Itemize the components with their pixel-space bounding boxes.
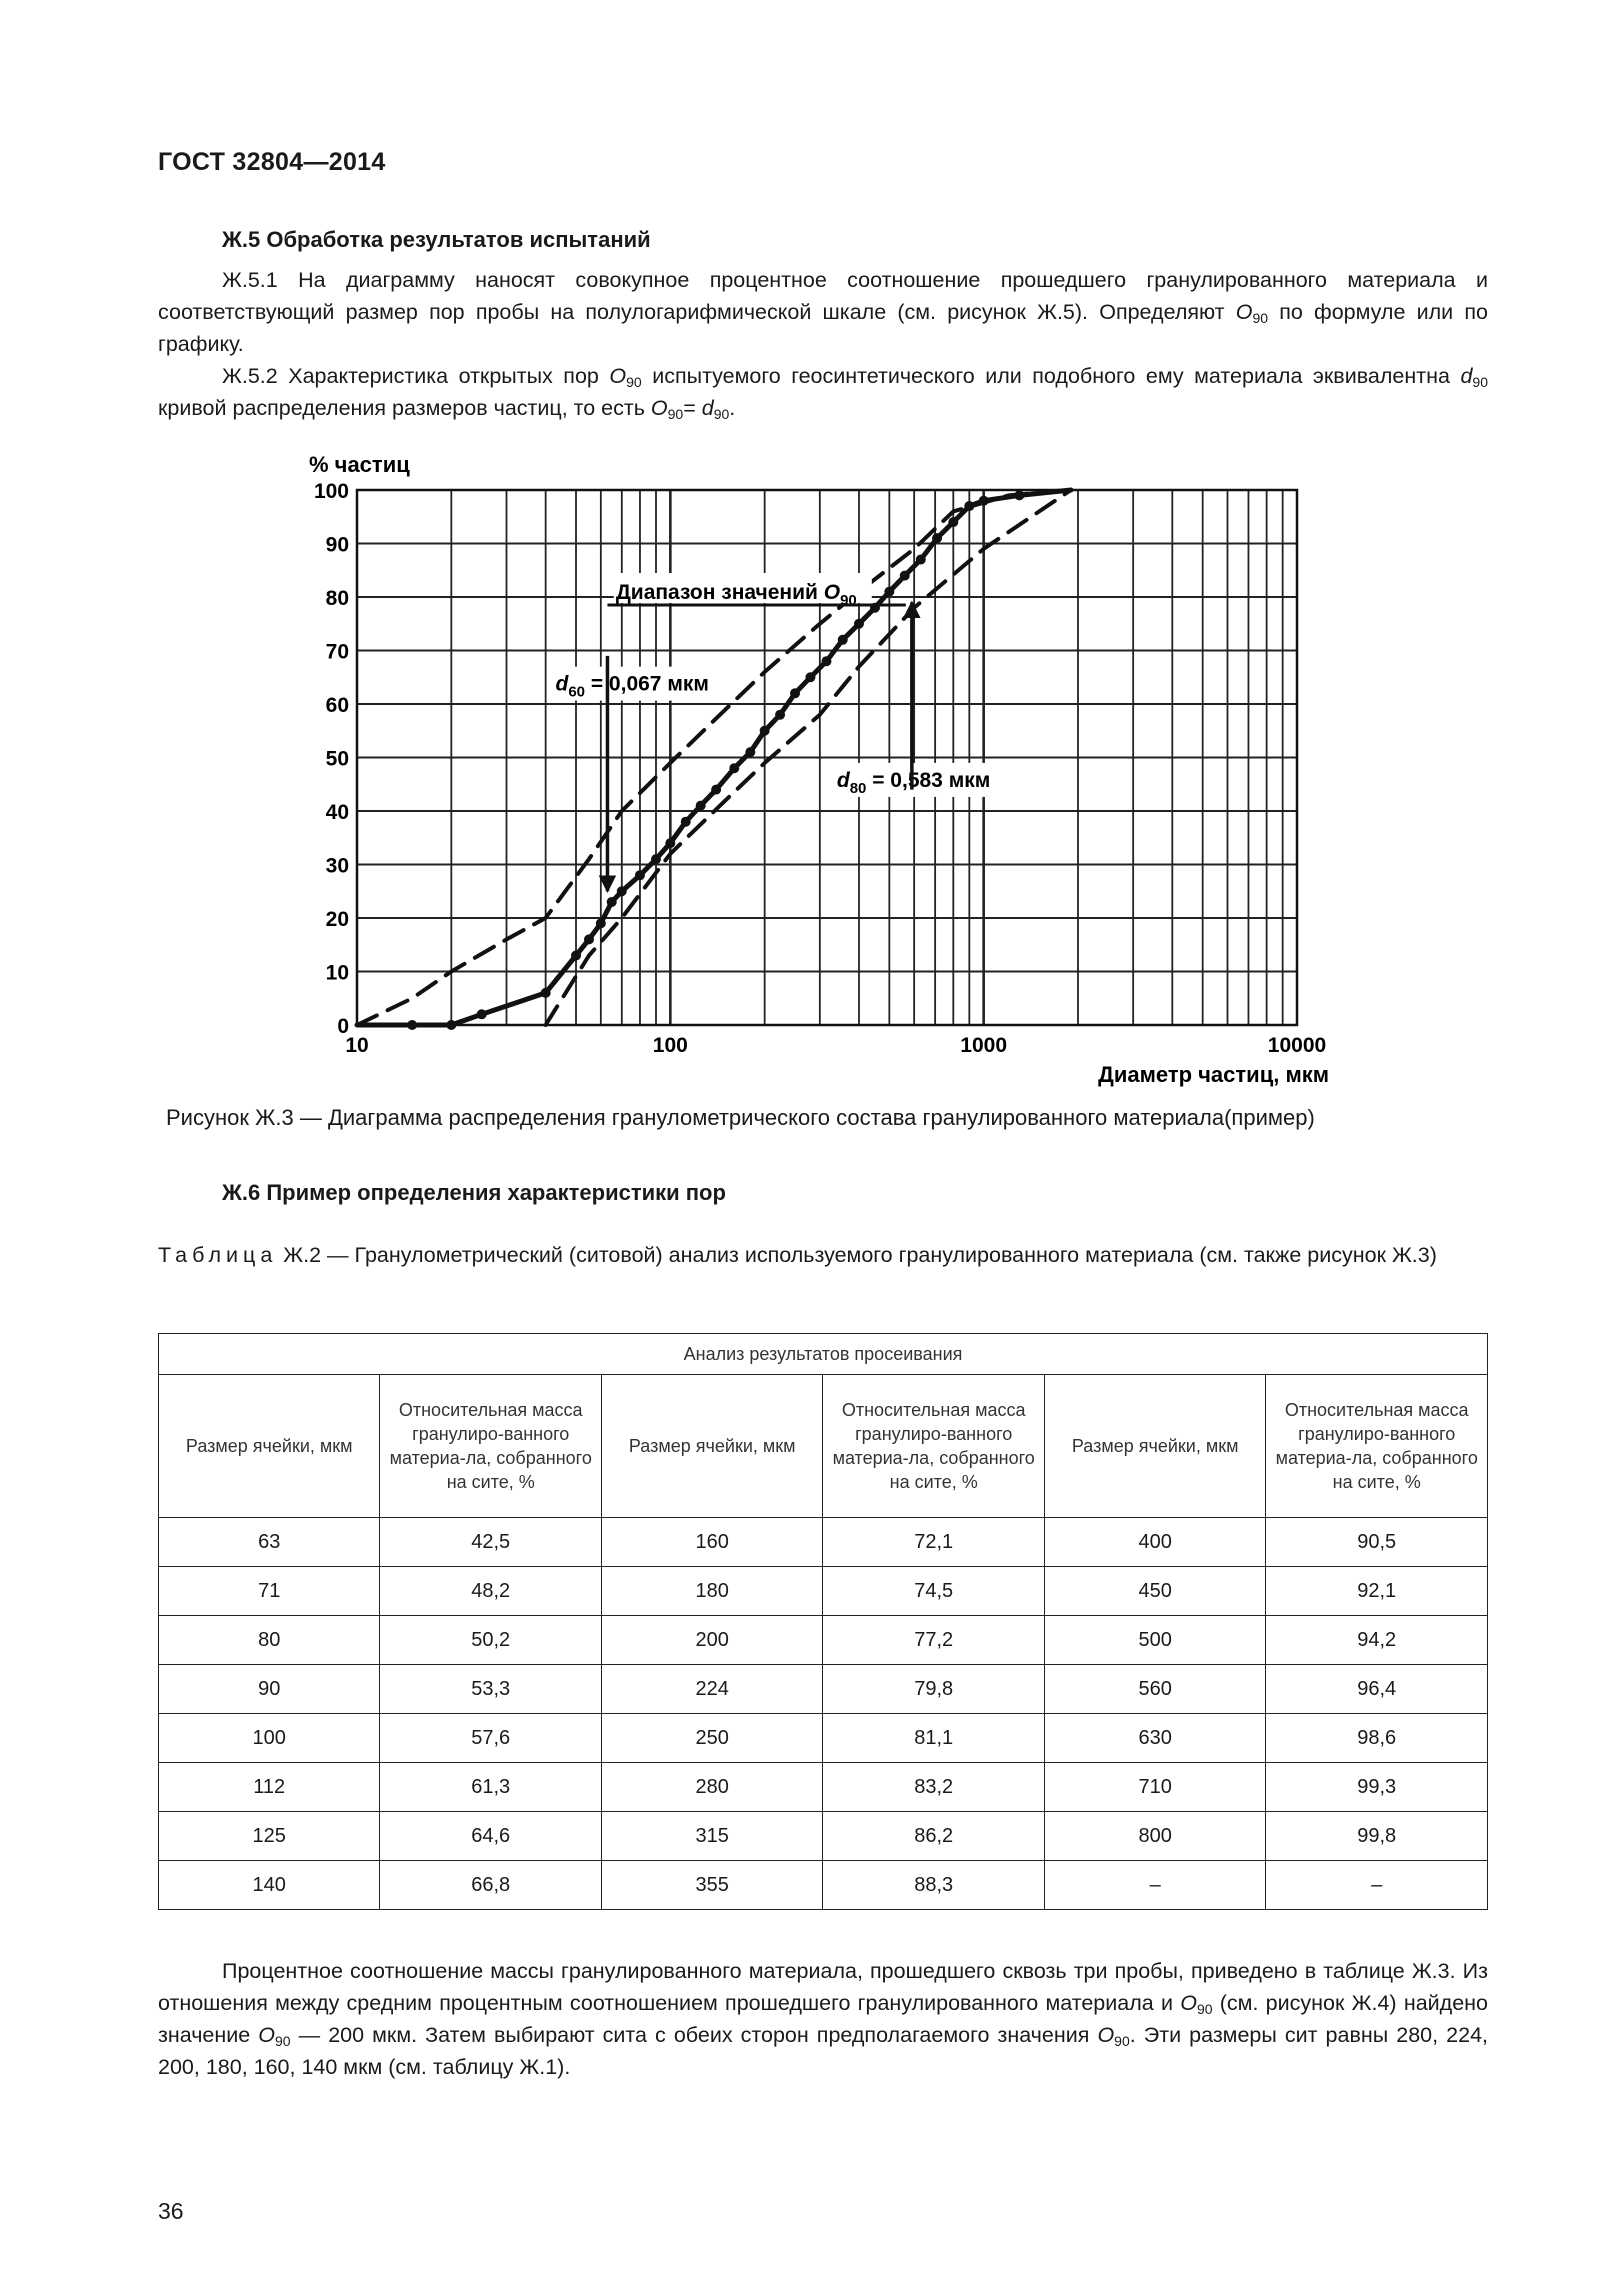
table-cell: 112 — [159, 1763, 380, 1812]
data-point — [596, 918, 606, 928]
table-cell: 66,8 — [380, 1861, 601, 1910]
header-mass-2: Относительная масса гранулиро-ванного материа-ла, собранного на сите, % — [823, 1375, 1044, 1518]
section-title-j6: Ж.6 Пример определения характеристики пор — [222, 1180, 726, 1205]
table-cell: 42,5 — [380, 1518, 601, 1567]
data-point — [775, 710, 785, 720]
table-cell: 94,2 — [1266, 1616, 1488, 1665]
table-cell: 250 — [601, 1714, 822, 1763]
table-cell: 800 — [1044, 1812, 1265, 1861]
page-number: 36 — [158, 2198, 184, 2224]
table-cell: 86,2 — [823, 1812, 1044, 1861]
document-header: ГОСТ 32804—2014 — [158, 148, 386, 176]
table-cell: 630 — [1044, 1714, 1265, 1763]
y-tick-label: 90 — [325, 533, 349, 557]
table-cell: 74,5 — [823, 1567, 1044, 1616]
data-point — [790, 688, 800, 698]
table-cell: 63 — [159, 1518, 380, 1567]
y-tick-label: 10 — [325, 961, 349, 985]
data-point — [635, 870, 645, 880]
d80-label: $d_{80} = 0,583$ мкм — [836, 768, 991, 797]
data-point — [729, 763, 739, 773]
table-cell: 140 — [159, 1861, 380, 1910]
y-tick-label: 30 — [325, 854, 349, 878]
table-cell: 77,2 — [823, 1616, 1044, 1665]
table-cell: 79,8 — [823, 1665, 1044, 1714]
table-cell: 96,4 — [1266, 1665, 1488, 1714]
table-row — [159, 1616, 1488, 1665]
table-cell: 560 — [1044, 1665, 1265, 1714]
range-label: Диапазон значений $O_{90}$ — [615, 581, 857, 610]
table-cell: 88,3 — [823, 1861, 1044, 1910]
table-cell: 99,3 — [1266, 1763, 1488, 1812]
data-point — [477, 1009, 487, 1019]
table-cell: 500 — [1044, 1616, 1265, 1665]
data-point — [571, 950, 581, 960]
table-cell: 53,3 — [380, 1665, 601, 1714]
data-point — [745, 747, 755, 757]
header-size-1: Размер ячейки, мкм — [159, 1375, 380, 1518]
table-row — [159, 1812, 1488, 1861]
header-size-3: Размер ячейки, мкм — [1044, 1375, 1265, 1518]
sieve-analysis-table — [158, 1333, 1488, 1910]
table-cell: 83,2 — [823, 1763, 1044, 1812]
table-cell: 99,8 — [1266, 1812, 1488, 1861]
y-tick-label: 50 — [325, 747, 349, 771]
header-size-2: Размер ячейки, мкм — [601, 1375, 822, 1518]
x-tick-label: 10000 — [1267, 1034, 1327, 1057]
d60-label: $d_{60} = 0,067$ мкм — [555, 672, 709, 701]
table-cell: 160 — [601, 1518, 822, 1567]
table-cell: 71 — [159, 1567, 380, 1616]
closing-paragraph: Процентное соотношение массы гранулированного материала, прошедшего сквозь три пробы, приведено в таблице Ж.3. Из отношения между средним процентным соотношением прошедшего гранулированного материала и $O_{90}$ (см. рисунок Ж.4) найдено значение $O_{90}$ — 200 мкм. Затем выбирают сита с обеих сторон предполагаемого значения $O_{90}$. Эти размеры сит равны 280, 224, 200, 180, 160, 140 мкм (см. таблицу Ж.1). — [158, 1959, 1489, 2079]
y-axis-label: % частиц — [309, 452, 410, 477]
table-caption: Таблица Ж.2 — Гранулометрический (ситовой) анализ используемого гранулированного материала (см. также рисунок Ж.3) — [158, 1243, 1437, 1267]
data-point — [711, 785, 721, 795]
table-cell: 48,2 — [380, 1567, 601, 1616]
data-point — [854, 619, 864, 629]
header-mass-1: Относительная масса гранулиро-ванного материа-ла, собранного на сите, % — [380, 1375, 601, 1518]
data-point — [838, 635, 848, 645]
x-tick-label: 1000 — [960, 1034, 1008, 1057]
data-point — [446, 1020, 456, 1030]
data-point — [696, 801, 706, 811]
table-cell: – — [1044, 1861, 1265, 1910]
data-point — [884, 587, 894, 597]
y-tick-label: 70 — [325, 640, 349, 664]
table-cell: 280 — [601, 1763, 822, 1812]
table-cell: 100 — [159, 1714, 380, 1763]
y-tick-labels — [314, 480, 349, 1038]
table-cell: 57,6 — [380, 1714, 601, 1763]
table-cell: 92,1 — [1266, 1567, 1488, 1616]
x-tick-label: 10 — [345, 1034, 369, 1057]
table-cell: 710 — [1044, 1763, 1265, 1812]
table-row — [159, 1763, 1488, 1812]
table-row — [159, 1861, 1488, 1910]
data-point — [900, 571, 910, 581]
y-tick-label: 100 — [313, 480, 349, 503]
data-point — [541, 988, 551, 998]
data-point — [584, 934, 594, 944]
grain-size-chart — [0, 0, 1614, 1100]
y-tick-label: 20 — [325, 908, 349, 931]
x-axis-label: Диаметр частиц, мкм — [1098, 1062, 1329, 1087]
table-cell: 98,6 — [1266, 1714, 1488, 1763]
data-point — [932, 533, 942, 543]
paragraph-j5-1: Ж.5.1 На диаграмму наносят совокупное процентное соотношение прошедшего гранулированного материала и соответствующий размер пор пробы на полулогарифмической шкале (см. рисунок Ж.5). Определяют $O_{90}$ по формуле или по графику. — [158, 268, 1488, 356]
data-point — [948, 517, 958, 527]
figure-caption: Рисунок Ж.3 — Диаграмма распределения гранулометрического состава гранулированного материала(пример) — [166, 1105, 1315, 1130]
table-row — [159, 1714, 1488, 1763]
y-tick-label: 60 — [325, 694, 349, 717]
x-tick-label: 100 — [652, 1034, 688, 1057]
x-tick-labels — [345, 1034, 1326, 1057]
table-cell: 355 — [601, 1861, 822, 1910]
table-cell: 50,2 — [380, 1616, 601, 1665]
data-point — [760, 726, 770, 736]
y-tick-label: 80 — [325, 587, 349, 610]
table-cell: 400 — [1044, 1518, 1265, 1567]
table-row — [159, 1665, 1488, 1714]
table-cell: 125 — [159, 1812, 380, 1861]
data-point — [651, 854, 661, 864]
table-cell: 180 — [601, 1567, 822, 1616]
table-cell: 64,6 — [380, 1812, 601, 1861]
data-point — [407, 1020, 417, 1030]
table-group-header: Анализ результатов просеивания — [159, 1334, 1488, 1375]
table-cell: 315 — [601, 1812, 822, 1861]
table-cell: 200 — [601, 1616, 822, 1665]
section-title-j5: Ж.5 Обработка результатов испытаний — [222, 227, 651, 252]
data-point — [607, 897, 617, 907]
data-point — [681, 817, 691, 827]
data-point — [665, 838, 675, 848]
data-point — [617, 886, 627, 896]
data-point — [805, 672, 815, 682]
table-cell: 81,1 — [823, 1714, 1044, 1763]
table-cell: 450 — [1044, 1567, 1265, 1616]
table-cell: 61,3 — [380, 1763, 601, 1812]
table-cell: 80 — [159, 1616, 380, 1665]
table-cell: 90 — [159, 1665, 380, 1714]
y-tick-label: 0 — [337, 1015, 349, 1038]
data-point — [916, 555, 926, 565]
paragraph-j5-2: Ж.5.2 Характеристика открытых пор $O_{90}$ испытуемого геосинтетического или подобного ему материала эквивалентна $d_{90}$ кривой распределения размеров частиц, то есть $O_{90}= d_{90}$. — [158, 364, 1488, 422]
table-row — [159, 1518, 1488, 1567]
chart-grid — [357, 490, 1297, 1025]
table-cell: – — [1266, 1861, 1488, 1910]
table-row — [159, 1567, 1488, 1616]
series-layer — [357, 490, 1071, 1030]
table-cell: 224 — [601, 1665, 822, 1714]
table-cell: 90,5 — [1266, 1518, 1488, 1567]
y-tick-label: 40 — [325, 801, 349, 824]
header-mass-3: Относительная масса гранулиро-ванного материа-ла, собранного на сите, % — [1266, 1375, 1488, 1518]
table-cell: 72,1 — [823, 1518, 1044, 1567]
data-point — [821, 656, 831, 666]
